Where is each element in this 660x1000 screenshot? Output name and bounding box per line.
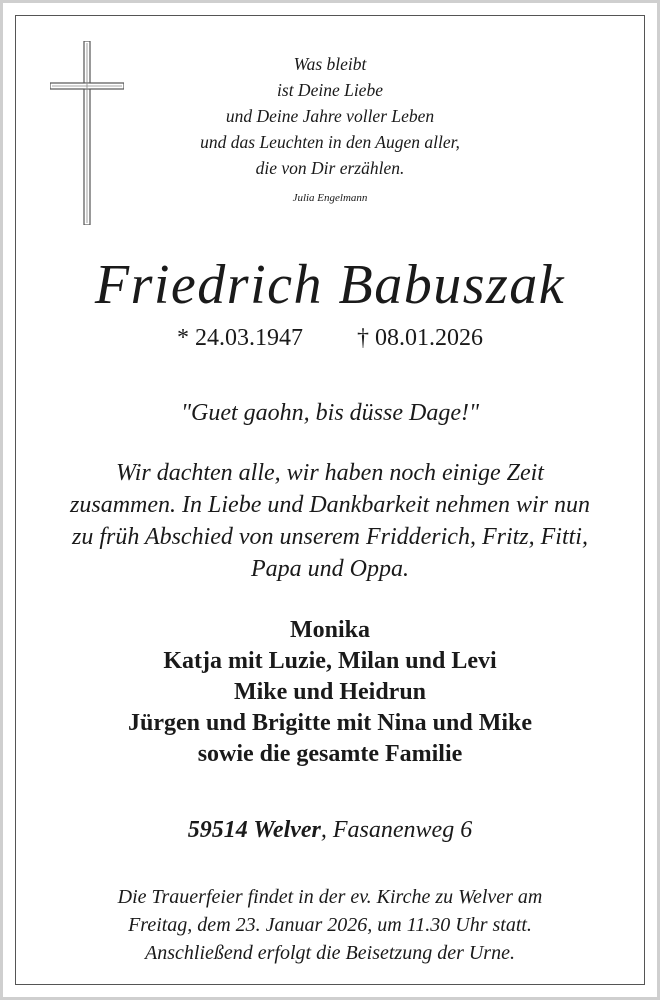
service-info xyxy=(3,883,657,967)
address-separator: , xyxy=(320,817,327,843)
farewell-quote: "Guet gaohn, bis düsse Dage!" xyxy=(180,400,480,426)
family-line: Katja mit Luzie, Milan und Levi xyxy=(163,648,497,674)
family-line: Monika xyxy=(289,617,370,643)
cross-icon xyxy=(50,41,124,225)
address xyxy=(3,815,657,845)
message-line: Wir dachten alle, wir haben noch einige Zeit xyxy=(116,460,544,486)
obituary-card xyxy=(3,3,657,997)
service-line: Freitag, dem 23. Januar 2026, um 11.30 Uhr statt. xyxy=(128,914,532,936)
death-date: † 08.01.2026 xyxy=(357,325,483,351)
poem-line: und das Leuchten in den Augen aller, xyxy=(200,132,460,152)
service-line: Anschließend erfolgt die Beisetzung der Urne. xyxy=(145,942,515,964)
poem-line: Was bleibt xyxy=(293,54,367,74)
service-line: Die Trauerfeier findet in der ev. Kirche zu Welver am xyxy=(117,886,543,908)
poem-line: und Deine Jahre voller Leben xyxy=(225,106,435,126)
message-line: zu früh Abschied von unserem Fridderich, Fritz, Fitti, xyxy=(72,524,588,550)
farewell-message xyxy=(3,457,657,585)
deceased-name: Friedrich Babuszak xyxy=(94,254,566,316)
poem-line: die von Dir erzählen. xyxy=(255,158,405,178)
message-line: zusammen. In Liebe und Dankbarkeit nehmen wir nun xyxy=(70,492,590,518)
poem-line: ist Deine Liebe xyxy=(277,80,383,100)
family-line: Jürgen und Brigitte mit Nina und Mike xyxy=(127,710,533,736)
address-street: Fasanenweg 6 xyxy=(326,817,473,843)
poem-author: Julia Engelmann xyxy=(292,192,368,204)
family-names xyxy=(3,615,657,770)
poem xyxy=(163,51,497,181)
family-line: sowie die gesamte Familie xyxy=(197,741,463,767)
family-line: Mike und Heidrun xyxy=(233,679,427,705)
birth-date: * 24.03.1947 xyxy=(177,325,303,351)
life-dates xyxy=(3,323,657,353)
message-line: Papa und Oppa. xyxy=(251,556,409,582)
address-city: 59514 Welver xyxy=(187,817,321,843)
